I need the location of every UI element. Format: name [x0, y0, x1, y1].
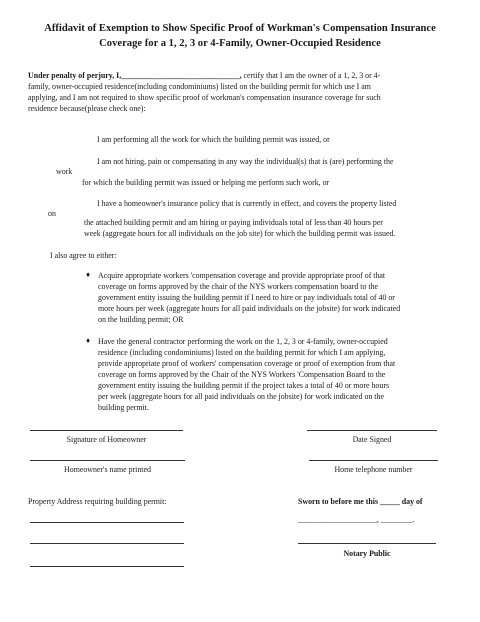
date-signed-label: Date Signed	[352, 435, 392, 444]
homeowner-name-line[interactable]	[30, 460, 185, 461]
bullet-general-contractor	[98, 336, 458, 413]
option-insurance-line3: week (aggregate hours for all individuals on the job site) for which the building permit was issued.	[84, 229, 396, 238]
bullet2-line: provide appropriate proof of workers' compensation coverage or proof of exemption from that	[98, 359, 396, 368]
option-insurance-line2: the attached building permit and am hiring or paying individuals total of less than 40 hours per	[84, 218, 383, 227]
home-telephone-label: Home telephone number	[334, 465, 413, 474]
option-not-hiring-line1: I am not hiring, pain or compensating in any way the individual(s) that is (are) performing the	[97, 157, 394, 166]
home-telephone-line[interactable]	[309, 460, 438, 461]
agree-label: I also agree to either:	[50, 251, 117, 260]
homeowner-signature-line[interactable]	[30, 430, 183, 431]
option-insurance-on: on	[48, 209, 56, 218]
sworn-statement: Sworn to before me this _____ day of	[298, 497, 423, 506]
bullet1-line: coverage on forms approved by the chair of the NYS workers compensation board to the	[98, 282, 379, 291]
bullet1-line: Acquire appropriate workers 'compensation coverage and provide appropriate proof of that	[98, 271, 386, 280]
option-insurance-line1: I have a homeowner's insurance policy that is currently in effect, and covers the property listed	[97, 199, 397, 208]
diamond-bullet-icon: ♦	[86, 336, 91, 345]
intro-line1-rest: certify that I am the owner of a 1, 2, 3 or 4-	[241, 71, 381, 80]
option-performing-all-work: I am performing all the work for which the building permit was issued, or	[97, 135, 330, 144]
bullet2-line: residence (including condominiums) listed on the building permit for which I am applying,	[98, 348, 386, 357]
homeowner-name-label: Homeowner's name printed	[64, 465, 151, 474]
document-title-line2: Coverage for a 1, 2, 3 or 4-Family, Owner-Occupied Residence	[99, 38, 381, 49]
perjury-statement: Under penalty of perjury, I,______________________________,	[28, 71, 242, 80]
intro-line2: family, owner-occupied residence(including condominiums) listed on the building permit for which use I am	[28, 82, 371, 91]
bullet2-line: Have the general contractor performing the work on the 1, 2, 3 or 4-family, owner-occupied	[98, 337, 388, 346]
intro-line1	[28, 70, 448, 81]
diamond-bullet-icon: ♦	[86, 270, 91, 279]
bullet1-line: on the building permit; OR	[98, 315, 184, 324]
notary-public-label: Notary Public	[343, 549, 391, 558]
bullet1-line: more hours per week (aggregate hours for all paid individuals on the jobsite) for work indicated	[98, 304, 401, 313]
notary-signature-line[interactable]	[298, 543, 436, 544]
bullet-acquire-coverage	[98, 270, 458, 325]
homeowner-signature-label: Signature of Homeowner	[66, 435, 147, 444]
property-address-line[interactable]	[30, 543, 184, 544]
sworn-date-blank: ____________________, ________.	[298, 515, 415, 524]
bullet1-line: government entity issuing the building permit if I need to hire or pay individuals total of 40 or	[98, 293, 395, 302]
intro-line3: applying, and I am not required to show specific proof of workman's compensation insurance coverage for such	[28, 93, 381, 102]
option-not-hiring-line2: for which the building permit was issued or helping me perform such work, or	[82, 178, 330, 187]
bullet2-line: coverage on forms approved by the Chair of the NYS Workers 'Compensation Board to the	[98, 370, 386, 379]
bullet2-line: government entity issuing the building permit if the project takes a total of 40 or more hours	[98, 381, 390, 390]
property-address-line[interactable]	[30, 566, 184, 567]
property-address-label: Property Address requiring building permit:	[28, 497, 167, 506]
property-address-line[interactable]	[30, 522, 184, 523]
bullet2-line: building permit.	[98, 403, 149, 412]
document-title-line1: Affidavit of Exemption to Show Specific Proof of Workman's Compensation Insurance	[44, 23, 436, 34]
option-not-hiring-work: work	[56, 167, 73, 176]
date-signed-line[interactable]	[307, 430, 437, 431]
intro-line4: residence because(please check one):	[28, 104, 146, 113]
bullet2-line: per week (aggregate hours for all paid individuals on the jobsite) for work indicated on the	[98, 392, 384, 401]
